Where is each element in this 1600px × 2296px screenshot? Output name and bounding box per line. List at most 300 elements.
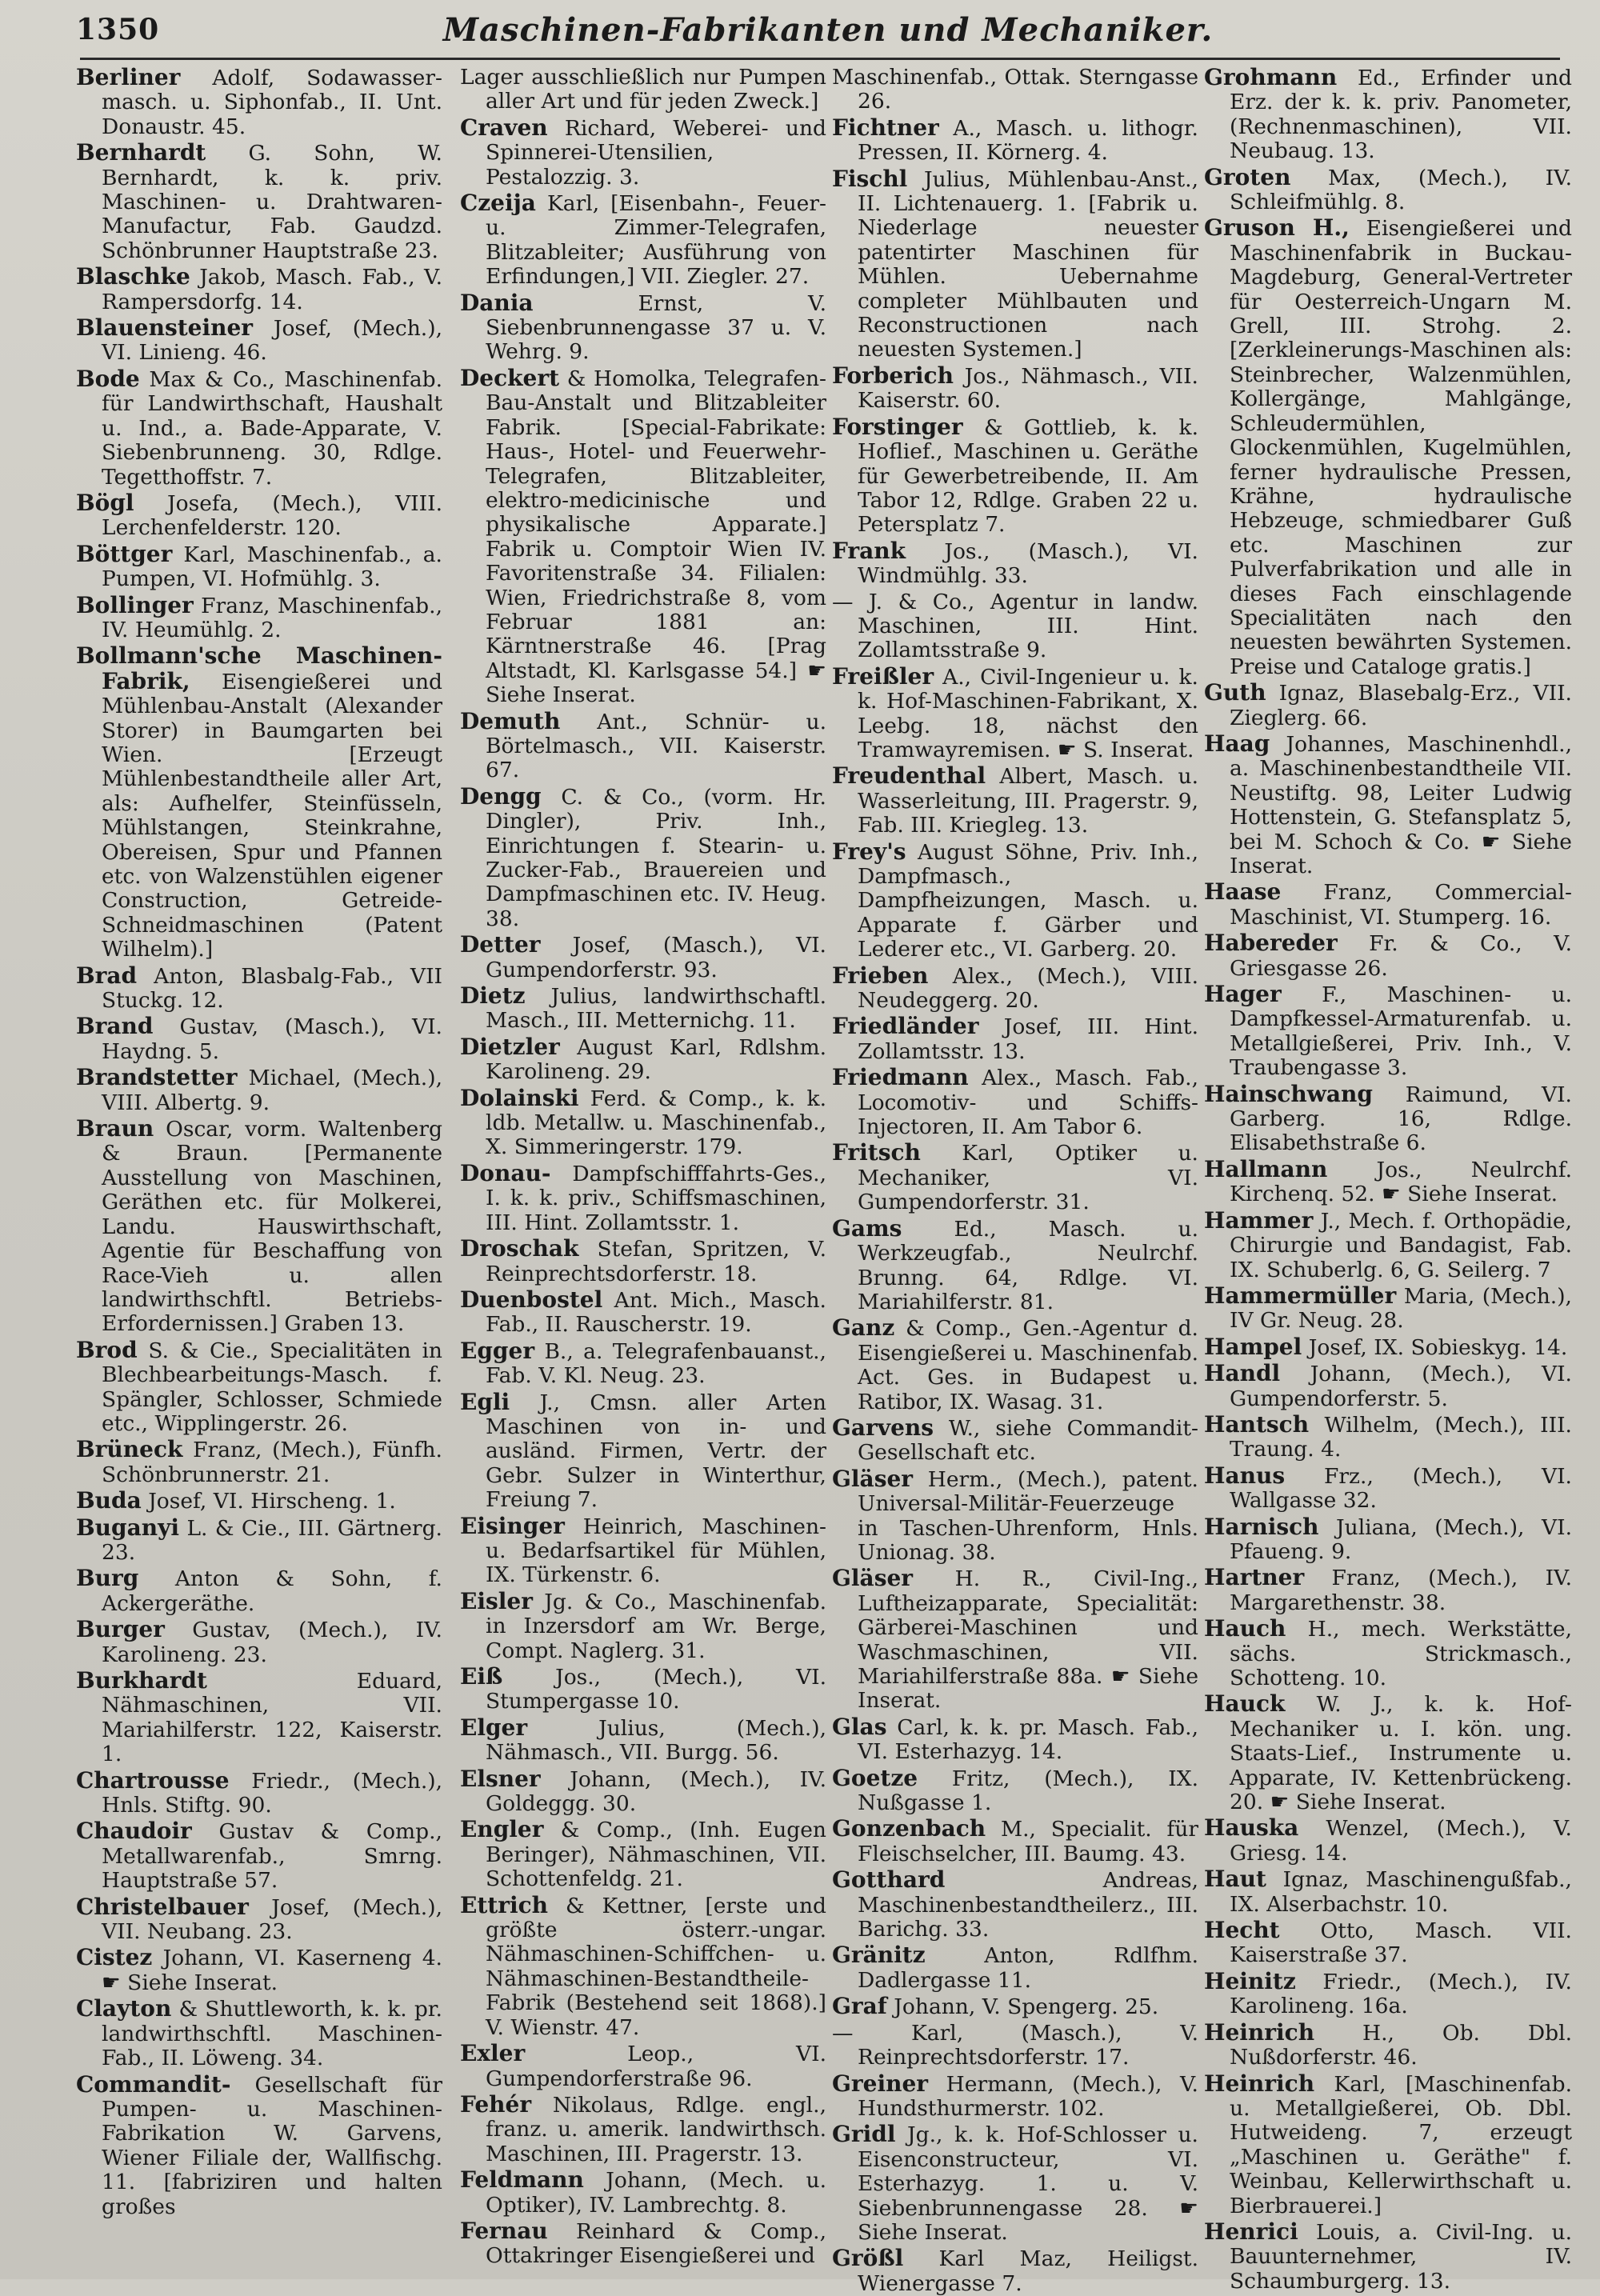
- entry-name: Eisinger: [460, 1512, 565, 1539]
- directory-entry: [1204, 1692, 1572, 1814]
- directory-entry: [1204, 931, 1572, 981]
- entry-name: Dietz: [460, 982, 526, 1010]
- directory-entry: [832, 1715, 1198, 1765]
- directory-entry: [460, 984, 826, 1034]
- entry-name: Eisler: [460, 1587, 533, 1614]
- entry-name: Greiner: [832, 2070, 929, 2097]
- directory-entry: [1204, 1410, 1572, 1462]
- entry-name: Hartner: [1204, 1564, 1305, 1591]
- entry-name: Bode: [76, 365, 140, 392]
- directory-entry: [460, 1159, 826, 1235]
- entry-name: Hainschwang: [1204, 1080, 1373, 1107]
- entry-text: H., Ob. Dbl. Nußdorferstr. 46.: [1230, 2020, 1572, 2070]
- directory-entry: [76, 644, 442, 962]
- directory-entry: [76, 2070, 442, 2219]
- entry-text: Ed., Erfinder und Erz. der k. k. priv. Panometer, (Rechnenmaschinen), VII. Neubaug. 13.: [1230, 66, 1572, 164]
- entry-name: Fischl: [832, 165, 908, 192]
- entry-name: Gläser: [832, 1565, 914, 1592]
- entry-name: Ganz: [832, 1314, 895, 1342]
- entry-name: Forstinger: [832, 413, 963, 440]
- header-rule: [80, 58, 1560, 60]
- entry-text: Anton, Blasbalg-Fab., VII Stuckg. 12.: [102, 963, 442, 1014]
- directory-entry: [76, 265, 442, 314]
- entry-text: M., Specialit. für Fleischselcher, III. Baumg. 43.: [858, 1817, 1198, 1866]
- column-2: [460, 65, 826, 2269]
- directory-entry: [832, 1316, 1198, 1414]
- entry-name: Heinrich: [1204, 2070, 1315, 2097]
- entry-name: Glas: [832, 1713, 887, 1740]
- entry-text: Josef, IX. Sobieskyg. 14.: [1308, 1334, 1568, 1360]
- entry-name: Eiß: [460, 1663, 503, 1690]
- entry-name: Fernau: [460, 2217, 548, 2244]
- directory-entry: [832, 415, 1198, 538]
- entry-text: W. J., k. k. Hof-Mechaniker u. I. kön. ung. Staats-Lief., Instrumente u. Apparate, IV. Kettenbrückeng. 20. ☛ Siehe Inserat.: [1230, 1692, 1572, 1815]
- entry-text: L. & Cie., III. Gärtnerg. 23.: [102, 1515, 442, 1565]
- entry-name: Dolainski: [460, 1084, 579, 1111]
- directory-entry: [832, 1994, 1198, 2019]
- entry-text: Reinhard & Comp., Ottakringer Eisengießerei und: [486, 2218, 826, 2269]
- entry-name: Clayton: [76, 1995, 172, 2022]
- entry-text: Dampfschifffahrts-Ges., I. k. k. priv., Schiffsmaschinen, III. Hint. Zollamtsstr. 1.: [486, 1161, 826, 1235]
- entry-name: Dania: [460, 289, 534, 316]
- directory-entry: [832, 662, 1198, 763]
- entry-text: Juliana, (Mech.), VI. Pfaueng. 9.: [1230, 1514, 1572, 1564]
- entry-text: Ed., Masch. u. Werkzeugfab., Neulrchf. Brunng. 64, Rdlge. VI. Mariahilferstr. 81.: [858, 1216, 1198, 1314]
- directory-entry: [1204, 1617, 1572, 1690]
- entry-text: Raimund, VI. Garberg. 16, Rdlge. Elisabethstraße 6.: [1230, 1082, 1572, 1156]
- entry-text: August Söhne, Priv. Inh., Dampfmasch., Dampfheizungen, Masch. u. Apparate f. Gärber und Lederer etc., VI. Garberg. 20.: [858, 839, 1198, 962]
- directory-entry: [460, 1818, 826, 1891]
- directory-entry: [76, 1014, 442, 1064]
- directory-entry: [76, 1117, 442, 1337]
- directory-entry: [1204, 1816, 1572, 1866]
- entry-name: Haag: [1204, 730, 1270, 757]
- directory-entry: [1204, 1867, 1572, 1917]
- entry-text: Albert, Masch. u. Wasserleitung, III. Pragerstr. 9, Fab. III. Kriegleg. 13.: [858, 764, 1198, 838]
- entry-text: Josef, (Mech.), VI. Linieng. 46.: [102, 316, 442, 366]
- entry-text: Franz, Maschinenfab., IV. Heumühlg. 2.: [102, 593, 442, 642]
- entry-text: Karl, Optiker u. Mechaniker, VI. Gumpendorferstr. 31.: [858, 1141, 1198, 1215]
- directory-entry: [1204, 216, 1572, 679]
- entry-text: Jos., (Masch.), VI. Windmühlg. 33.: [858, 538, 1198, 589]
- directory-entry: [76, 1669, 442, 1767]
- entry-text: Gesellschaft für Pumpen- u. Maschinen-Fabrikation W. Garvens, Wiener Filiale der, Wallfischg. 11. [fabriziren und halten großes: [102, 2072, 442, 2219]
- entry-name: Hager: [1204, 981, 1282, 1008]
- entry-name: Garvens: [832, 1414, 934, 1441]
- directory-entry: [76, 66, 442, 139]
- entry-name: Frieben: [832, 962, 929, 989]
- entry-text: — Karl, (Masch.), V. Reinprechtsdorferstr. 17.: [832, 2020, 1198, 2070]
- directory-entry: [460, 366, 826, 708]
- directory-entry: [460, 191, 826, 290]
- directory-entry: [1204, 1335, 1572, 1360]
- entry-name: Egger: [460, 1337, 535, 1364]
- entry-text: Ignaz, Blasebalg-Erz., VII. Zieglerg. 66.: [1230, 681, 1572, 730]
- directory-entry: [1204, 1464, 1572, 1514]
- directory-entry: [1204, 1918, 1572, 1968]
- entry-text: Julius, Mühlenbau-Anst., II. Lichtenauerg. 1. [Fabrik u. Niederlage neuester patentirter Maschinen für Mühlen. Uebernahme completer Mühlbauten und Reconstructionen nach neuesten Systemen.]: [858, 166, 1198, 362]
- entry-text: & Comp., Gen.-Agentur d. Eisengießerei u. Maschinenfab. Act. Ges. in Budapest u. Ratibor, IX. Wasag. 31.: [858, 1316, 1198, 1414]
- entry-text: & Gottlieb, k. k. Hoflief., Maschinen u. Geräthe für Gewerbetreibende, II. Am Tabor 12, Rdlge. Graben 22 u. Petersplatz 7.: [858, 414, 1198, 538]
- directory-entry: [832, 2246, 1198, 2296]
- entry-name: Hauck: [1204, 1690, 1286, 1718]
- entry-text: Franz, (Mech.), IV. Margarethenstr. 38.: [1230, 1566, 1572, 1615]
- column-4: [1204, 64, 1572, 2294]
- directory-entry: [1204, 1206, 1572, 1282]
- entry-text: Johann, V. Spengerg. 25.: [894, 1994, 1159, 2020]
- directory-entry: [460, 1665, 826, 1714]
- directory-entry: [832, 1141, 1198, 1214]
- entry-name: Guth: [1204, 679, 1266, 706]
- directory-entry: [76, 491, 442, 541]
- entry-name: Freißler: [832, 662, 934, 690]
- entry-text: Oscar, vorm. Waltenberg & Braun. [Permanente Ausstellung von Maschinen, Geräthen etc. für Molkerei, Landu. Hauswirthschaft, Agentie für Beschaffung von Race-Vieh u. allen landwirthschftl. Betriebs-Erfordernissen.] Graben 13.: [102, 1117, 442, 1337]
- entry-text: Lager ausschließlich nur Pumpen aller Art und für jeden Zweck.]: [460, 65, 826, 114]
- directory-entry: [832, 1214, 1198, 1315]
- entry-name: Buganyi: [76, 1514, 180, 1541]
- entry-name: Droschak: [460, 1235, 579, 1262]
- entry-text: Gustav, (Masch.), VI. Haydng. 5.: [102, 1014, 442, 1064]
- directory-entry: [460, 1767, 826, 1817]
- entry-name: Burger: [76, 1616, 165, 1643]
- entry-text: Anton, Rdlfhm. Dadlergasse 11.: [858, 1943, 1198, 1993]
- entry-text: Alex., (Mech.), VIII. Neudeggerg. 20.: [858, 963, 1198, 1014]
- entry-text: Anton & Sohn, f. Ackergeräthe.: [102, 1566, 442, 1616]
- directory-entry: [832, 1066, 1198, 1139]
- entry-name: Ettrich: [460, 1891, 549, 1918]
- entry-name: Braun: [76, 1115, 154, 1142]
- entry-text: Jos., (Mech.), VI. Stumpergasse 10.: [486, 1665, 826, 1714]
- directory-entry: [76, 591, 442, 643]
- entry-name: Hecht: [1204, 1917, 1280, 1944]
- directory-entry: [1204, 1155, 1572, 1207]
- entry-text: Jos., Neulrchf. Kirchenq. 52. ☛ Siehe Inserat.: [1230, 1157, 1572, 1207]
- entry-text: Max, (Mech.), IV. Schleifmühlg. 8.: [1230, 165, 1572, 215]
- directory-entry: [460, 1288, 826, 1338]
- entry-text: Johann, VI. Kaserneng 4. ☛ Siehe Inserat.: [102, 1946, 442, 1995]
- entry-name: Hammer: [1204, 1206, 1314, 1234]
- entry-text: Johann, (Mech. u. Optiker), IV. Lambrechtg. 8.: [486, 2168, 826, 2218]
- entry-name: Größl: [832, 2245, 904, 2272]
- entry-name: Chaudoir: [76, 1818, 192, 1845]
- directory-entry: [76, 1516, 442, 1566]
- entry-text: Eisengießerei und Mühlenbau-Anstalt (Alexander Storer) in Baumgarten bei Wien. [Erzeugt Mühlenbestandtheile aller Art, als: Aufhelfer, Steinfüsseln, Mühlstangen, Steinkrahne, Obereisen, Spur und Pfannen etc. von Walzenstühlen eigener Construction, Getreide-Schneidmaschinen (Patent Wilhelm).]: [102, 669, 442, 962]
- entry-name: Exler: [460, 2040, 526, 2067]
- entry-text: Stefan, Spritzen, V. Reinprechtsdorferstr. 18.: [486, 1237, 826, 1286]
- entry-name: Hanus: [1204, 1462, 1286, 1489]
- entry-text: Herm., (Mech.), patent. Universal-Militär-Feuerzeuge in Taschen-Uhrenform, Hnls. Unionag. 38.: [858, 1466, 1198, 1565]
- entry-text: Johann, (Mech.), IV. Goldeggg. 30.: [486, 1766, 826, 1817]
- entry-text: Julius, landwirthschaftl. Masch., III. Metternichg. 11.: [486, 984, 826, 1034]
- directory-entry: [76, 964, 442, 1014]
- directory-entry: [1204, 880, 1572, 930]
- directory-entry: [832, 116, 1198, 166]
- entry-text: B., a. Telegrafenbauanst., Fab. V. Kl. Neug. 23.: [486, 1338, 826, 1389]
- directory-entry: [460, 116, 826, 190]
- entry-text: Jakob, Masch. Fab., V. Rampersdorfg. 14.: [102, 265, 442, 314]
- directory-entry: [460, 782, 826, 931]
- entry-text: Ant., Schnür- u. Börtelmasch., VII. Kaiserstr. 67.: [486, 709, 826, 783]
- directory-entry: [76, 1438, 442, 1487]
- entry-name: Forberich: [832, 362, 954, 389]
- page-header: [76, 8, 1580, 58]
- entry-text: Fritz, (Mech.), IX. Nußgasse 1.: [858, 1766, 1198, 1816]
- entry-text: Franz, (Mech.), Fünfh. Schönbrunnerstr. 21.: [102, 1438, 442, 1487]
- directory-entry: [1204, 2018, 1572, 2070]
- entry-name: Commandit-: [76, 2070, 231, 2098]
- entry-text: Josef, (Masch.), VI. Gumpendorferstr. 93.: [486, 933, 826, 982]
- entry-text: Fr. & Co., V. Griesgasse 26.: [1230, 931, 1572, 981]
- entry-name: Groten: [1204, 163, 1291, 190]
- entry-text: & Kettner, [erste und größte österr.-ungar. Nähmaschinen-Schiffchen- u. Nähmaschinen-Bestandtheile-Fabrik (Bestehend seit 1868).] V. Wienstr. 47.: [486, 1893, 826, 2040]
- entry-name: Gonzenbach: [832, 1815, 986, 1842]
- entry-text: C. & Co., (vorm. Hr. Dingler), Priv. Inh., Einrichtungen f. Stearin- u. Zucker-Fab., Brauereien und Dampfmaschinen etc. IV. Heug. 38.: [486, 784, 826, 931]
- entry-text: Karl, [Maschinenfab. u. Metallgießerei, Ob. Dbl. Hutweideng. 7, erzeugt „Maschinen u. Geräthe" f. Weinbau, Kellerwirthschaft u. Bierbrauerei.]: [1230, 2071, 1572, 2218]
- entry-text: Eisengießerei und Maschinenfabrik in Buckau-Magdeburg, General-Vertreter für Oesterreich-Ungarn M. Grell, III. Strohg. 2. [Zerkleinerungs-Maschinen als: Steinbrecher, Walzenmühlen, Kollergänge, Mahlgänge, Schleudermühlen, Glockenmühlen, Kugelmühlen, ferner hydraulische Pressen, Krähne, hydraulische Hebzeuge, schmiedbarer Guß etc. Maschinen zur Pulverfabrikation und alle in dieses Fach einschlagende Specialitäten nach den neuesten bewährten Systemen. Preise und Cataloge gratis.]: [1230, 216, 1572, 679]
- entry-text: Wilhelm, (Mech.), III. Traung. 4.: [1230, 1412, 1572, 1462]
- entry-text: Johann, (Mech.), VI. Gumpendorferstr. 5.: [1230, 1362, 1572, 1411]
- directory-entry: [832, 364, 1198, 414]
- directory-entry: [1204, 2072, 1572, 2218]
- directory-entry: [1204, 1566, 1572, 1615]
- entry-text: A., Masch. u. lithogr. Pressen, II. Körnerg. 4.: [858, 115, 1198, 166]
- entry-name: Bollinger: [76, 591, 194, 618]
- directory-entry: [460, 933, 826, 982]
- directory-entry: [832, 840, 1198, 962]
- directory-entry: [76, 1946, 442, 1995]
- entry-name: Brod: [76, 1336, 138, 1363]
- entry-text: Leop., VI. Gumpendorferstraße 96.: [486, 2042, 826, 2091]
- entry-name: Blaschke: [76, 263, 190, 290]
- entry-text: Karl, [Eisenbahn-, Feuer- u. Zimmer-Telegrafen, Blitzableiter; Ausführung von Erfindungen,] VII. Ziegler. 27.: [486, 191, 826, 290]
- entry-name: Brandstetter: [76, 1064, 238, 1091]
- entry-name: Elger: [460, 1714, 528, 1741]
- directory-entry: [460, 2042, 826, 2091]
- entry-text: Karl Maz, Heiligst. Wienergasse 7.: [858, 2246, 1198, 2296]
- directory-entry: [1204, 1362, 1572, 1411]
- entry-text: Gustav & Comp., Metallwarenfab., Smrng. Hauptstraße 57.: [102, 1819, 442, 1894]
- entry-text: Karl, Maschinenfab., a. Pumpen, VI. Hofmühlg. 3.: [102, 542, 442, 592]
- entry-text: J., Mech. f. Orthopädie, Chirurgie und Bandagist, Fab. IX. Schuberlg. 6, G. Seilerg. 7: [1230, 1208, 1572, 1282]
- directory-entry: [76, 1618, 442, 1667]
- directory-entry: [76, 542, 442, 592]
- entry-name: Böttger: [76, 540, 173, 567]
- directory-entry: [832, 539, 1198, 589]
- directory-entry: [76, 1997, 442, 2070]
- entry-text: Eduard, Nähmaschinen, VII. Mariahilferstr. 122, Kaiserstr. 1.: [102, 1669, 442, 1767]
- entry-name: Frey's: [832, 838, 906, 865]
- directory-entry: [460, 1390, 826, 1513]
- entry-text: H., mech. Werkstätte, sächs. Strickmasch., Schotteng. 10.: [1230, 1617, 1572, 1690]
- directory-entry: [1204, 982, 1572, 1081]
- entry-text: Julius, (Mech.), Nähmasch., VII. Burgg. 56.: [486, 1715, 826, 1766]
- directory-entry: [832, 964, 1198, 1014]
- entry-text: Nikolaus, Rdlge. engl., franz. u. amerik. landwirthsch. Maschinen, III. Pragerstr. 13.: [486, 2092, 826, 2166]
- entry-text: Josefa, (Mech.), VIII. Lerchenfelderstr. 120.: [102, 490, 442, 541]
- directory-entry: [460, 707, 826, 783]
- directory-entry: [76, 316, 442, 366]
- directory-entry: [832, 1467, 1198, 1566]
- directory-entry: [1204, 1082, 1572, 1156]
- entry-text: Jg. & Co., Maschinenfab. in Inzersdorf am Wr. Berge, Compt. Naglerg. 31.: [486, 1589, 826, 1663]
- directory-entry: [832, 1416, 1198, 1466]
- entry-text: Heinrich, Maschinen- u. Bedarfsartikel für Mühlen, IX. Türkenstr. 6.: [486, 1514, 826, 1588]
- entry-text: Ferd. & Comp., k. k. ldb. Metallw. u. Maschinenfab., X. Simmeringerstr. 179.: [486, 1086, 826, 1160]
- entry-text: August Karl, Rdlshm. Karolineng. 29.: [486, 1034, 826, 1085]
- entry-text: Franz, Commercial-Maschinist, VI. Stumperg. 16.: [1230, 880, 1572, 930]
- entry-name: Gruson H.,: [1204, 214, 1350, 242]
- directory-entry: [460, 66, 826, 114]
- directory-entry: [460, 1716, 826, 1766]
- entry-name: Friedländer: [832, 1013, 979, 1040]
- directory-entry: [76, 141, 442, 263]
- directory-entry: [832, 590, 1198, 663]
- entry-text: F., Maschinen- u. Dampfkessel-Armaturenfab. u. Metallgießerei, Priv. Inh., V. Traubengasse 3.: [1230, 982, 1572, 1081]
- entry-text: Wenzel, (Mech.), V. Griesg. 14.: [1230, 1816, 1572, 1866]
- entry-name: Haase: [1204, 878, 1282, 906]
- entry-text: H. R., Civil-Ing., Luftheizapparate, Specialität: Gärberei-Maschinen und Waschmaschinen, VII. Mariahilferstraße 88a. ☛ Siehe Inserat.: [858, 1566, 1198, 1714]
- entry-text: Ant. Mich., Masch. Fab., II. Rauscherstr. 19.: [486, 1287, 826, 1338]
- entry-text: G. Sohn, W. Bernhardt, k. k. priv. Maschinen- u. Drahtwaren-Manufactur, Fab. Gaudzd. Schönbrunner Hauptstraße 23.: [102, 141, 442, 263]
- entry-text: & Homolka, Telegrafen-Bau-Anstalt und Blitzableiter Fabrik. [Special-Fabrikate: Haus-, Hotel- und Feuerwehr-Telegrafen, Blitzableiter, elektro-medicinische und physikalische Apparate.] Fabrik u. Comptoir Wien IV. Favoritenstraße 34. Filialen: Wien, Friedrichstraße 8, vom Februar 1881 an: Kärntnerstraße 46. [Prag Altstadt, Kl. Karlsgasse 54.] ☛ Siehe Inserat.: [486, 366, 826, 708]
- entry-name: Bögl: [76, 489, 134, 516]
- entry-name: Engler: [460, 1816, 544, 1843]
- entry-text: Josef, VI. Hirscheng. 1.: [148, 1489, 396, 1514]
- entry-name: Hauska: [1204, 1814, 1299, 1842]
- directory-entry: [832, 2122, 1198, 2245]
- entry-name: Elsner: [460, 1765, 541, 1792]
- entry-text: — J. & Co., Agentur in landw. Maschinen, III. Hint. Zollamtsstraße 9.: [832, 589, 1198, 663]
- entry-name: Heinrich: [1204, 2018, 1315, 2046]
- directory-entry: [76, 1066, 442, 1115]
- entry-name: Haut: [1204, 1866, 1266, 1893]
- directory-entry: [832, 1817, 1198, 1866]
- column-3: [832, 65, 1198, 2296]
- directory-entry: [1204, 732, 1572, 878]
- entry-name: Brand: [76, 1013, 154, 1040]
- entry-name: Donau-: [460, 1159, 551, 1186]
- entry-name: Hantsch: [1204, 1410, 1310, 1438]
- directory-entry: [1204, 2220, 1572, 2294]
- entry-text: Friedr., (Mech.), Hnls. Stiftg. 90.: [102, 1768, 442, 1818]
- entry-name: Gränitz: [832, 1942, 926, 1969]
- entry-text: Otto, Masch. VII. Kaiserstraße 37.: [1230, 1918, 1572, 1968]
- page-number: 1350: [76, 13, 160, 46]
- entry-name: Dengg: [460, 782, 542, 810]
- entry-name: Gridl: [832, 2121, 896, 2148]
- entry-name: Buda: [76, 1487, 142, 1514]
- directory-entry: [832, 764, 1198, 838]
- directory-entry: [460, 1339, 826, 1389]
- directory-entry: [76, 1489, 442, 1514]
- entry-name: Frank: [832, 537, 906, 564]
- directory-entry: [832, 1014, 1198, 1064]
- entry-text: S. & Cie., Specialitäten in Blechbearbeitungs-Masch. f. Spängler, Schlosser, Schmiede etc., Wipplingerstr. 26.: [102, 1338, 442, 1436]
- directory-entry: [832, 66, 1198, 114]
- entry-name: Brüneck: [76, 1436, 183, 1463]
- entry-name: Brad: [76, 962, 138, 989]
- directory-entry: [1204, 163, 1572, 215]
- entry-text: Maschinenfab., Ottak. Sterngasse 26.: [832, 65, 1198, 114]
- entry-name: Feldmann: [460, 2166, 584, 2194]
- directory-entry: [832, 2072, 1198, 2122]
- directory-entry: [76, 367, 442, 490]
- directory-entry: [832, 167, 1198, 362]
- directory-entry: [460, 2168, 826, 2218]
- entry-name: Blauensteiner: [76, 314, 254, 342]
- entry-name: Gläser: [832, 1465, 914, 1492]
- directory-entry: [1204, 66, 1572, 164]
- entry-name: Grohmann: [1204, 64, 1338, 90]
- entry-name: Burkhardt: [76, 1667, 207, 1694]
- entry-text: Frz., (Mech.), VI. Wallgasse 32.: [1230, 1463, 1572, 1514]
- directory-entry: [1204, 681, 1572, 730]
- entry-text: Josef, (Mech.), VII. Neubang. 23.: [102, 1894, 442, 1945]
- directory-entry: [460, 1035, 826, 1085]
- entry-name: Gams: [832, 1214, 902, 1242]
- entry-text: Adolf, Sodawasser-masch. u. Siphonfab., II. Unt. Donaustr. 45.: [102, 66, 442, 139]
- entry-name: Henrici: [1204, 2218, 1298, 2245]
- directory-entry: [460, 1891, 826, 2040]
- directory-entry: [460, 2219, 826, 2269]
- entry-text: Ernst, V. Siebenbrunnengasse 37 u. V. Wehrg. 9.: [486, 290, 826, 365]
- entry-text: J., Cmsn. aller Arten Maschinen von in- und ausländ. Firmen, Vertr. der Gebr. Sulzer in Winterthur, Freiung 7.: [486, 1390, 826, 1513]
- entry-name: Goetze: [832, 1764, 918, 1791]
- entry-name: Heinitz: [1204, 1967, 1296, 1994]
- directory-entry: [76, 1766, 442, 1818]
- directory-entry: [460, 1587, 826, 1663]
- entry-name: Deckert: [460, 364, 560, 391]
- entry-text: Carl, k. k. pr. Masch. Fab., VI. Esterhazyg. 14.: [858, 1714, 1198, 1765]
- directory-entry: [1204, 1967, 1572, 2019]
- directory-entry: [460, 1086, 826, 1160]
- entry-text: Ignaz, Maschinengußfab., IX. Alserbachstr. 10.: [1230, 1867, 1572, 1917]
- entry-name: Berliner: [76, 64, 181, 90]
- directory-entry: [832, 2022, 1198, 2070]
- entry-text: Friedr., (Mech.), IV. Karolineng. 16a.: [1230, 1969, 1572, 2019]
- entry-name: Hauch: [1204, 1615, 1286, 1642]
- entry-name: Bernhardt: [76, 139, 206, 166]
- directory-entry: [76, 1895, 442, 1945]
- entry-name: Fritsch: [832, 1139, 921, 1166]
- entry-name: Harnisch: [1204, 1513, 1319, 1540]
- entry-text: Josef, III. Hint. Zollamtsstr. 13.: [858, 1014, 1198, 1064]
- directory-entry: [76, 1566, 442, 1616]
- entry-name: Handl: [1204, 1360, 1281, 1387]
- entry-text: Gustav, (Mech.), IV. Karolineng. 23.: [102, 1618, 442, 1667]
- directory-entry: [76, 1338, 442, 1437]
- entry-text: Jg., k. k. Hof-Schlosser u. Eisenconstructeur, VI. Esterhazyg. 1. u. V. Siebenbrunnengasse 28. ☛ Siehe Inserat.: [858, 2122, 1198, 2245]
- entry-name: Hammermüller: [1204, 1282, 1397, 1309]
- entry-text: Michael, (Mech.), VIII. Albertg. 9.: [102, 1066, 442, 1115]
- entry-name: Hallmann: [1204, 1155, 1328, 1182]
- entry-name: Fehér: [460, 2090, 532, 2118]
- entry-text: Maria, (Mech.), IV Gr. Neug. 28.: [1230, 1283, 1572, 1334]
- page-heading: Maschinen-Fabrikanten und Mechaniker.: [442, 11, 1214, 49]
- entry-text: Andreas, Maschinenbestandtheilerz., III. Barichg. 33.: [858, 1868, 1198, 1942]
- directory-entry: [832, 1766, 1198, 1816]
- entry-text: Hermann, (Mech.), V. Hundsthurmerstr. 102.: [858, 2071, 1198, 2121]
- entry-name: Hampel: [1204, 1333, 1302, 1360]
- entry-name: Dietzler: [460, 1033, 560, 1060]
- entry-name: Egli: [460, 1388, 510, 1415]
- directory-entry: [460, 1514, 826, 1588]
- directory-entry: [1204, 1515, 1572, 1565]
- entry-name: Demuth: [460, 707, 561, 734]
- entry-name: Detter: [460, 931, 541, 958]
- entry-name: Burg: [76, 1565, 139, 1592]
- entry-text: Alex., Masch. Fab., Locomotiv- und Schiffs-Injectoren, II. Am Tabor 6.: [858, 1066, 1198, 1140]
